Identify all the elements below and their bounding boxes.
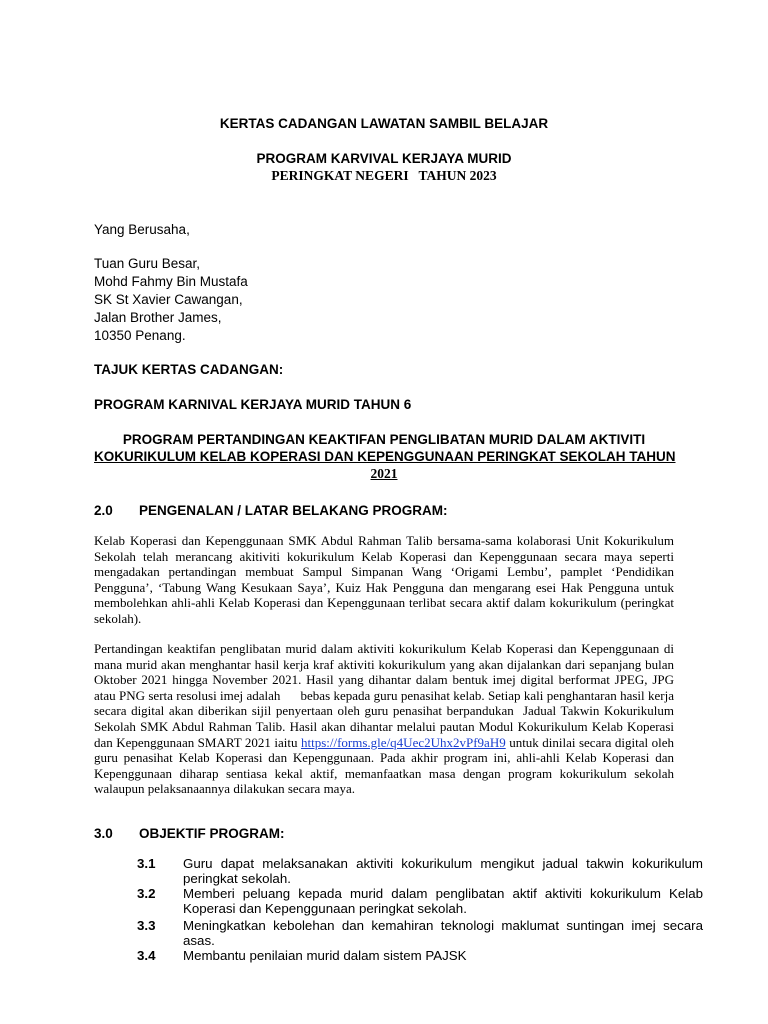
address-line: 10350 Penang. (94, 328, 186, 343)
objective-number: 3.2 (137, 886, 156, 901)
section-number: 3.0 (94, 826, 113, 841)
form-link[interactable]: https://forms.gle/q4Uec2Uhx2vPf9aH9 (300, 734, 506, 750)
subtitle-line: PROGRAM PERTANDINGAN KEAKTIFAN PENGLIBATAN MURID DALAM AKTIVITI (122, 432, 646, 447)
program-level: PERINGKAT NEGERI TAHUN 2023 (271, 168, 497, 183)
section-2-heading (94, 503, 448, 518)
objective-number: 3.4 (137, 948, 156, 963)
program-title: PROGRAM KARVIVAL KERJAYA MURID (256, 151, 512, 166)
objective-number: 3.3 (137, 918, 156, 933)
address-block (94, 255, 248, 345)
program-subtitle (94, 431, 674, 482)
tajuk-label: TAJUK KERTAS CADANGAN: (94, 362, 284, 377)
section-number: 2.0 (94, 503, 113, 518)
section-3-heading (94, 826, 285, 841)
document-title: KERTAS CADANGAN LAWATAN SAMBIL BELAJAR (219, 116, 549, 131)
address-line: SK St Xavier Cawangan, (94, 292, 243, 307)
salutation: Yang Berusaha, (94, 222, 190, 237)
section-title: PENGENALAN / LATAR BELAKANG PROGRAM: (139, 503, 448, 518)
section-2-paragraph-1: Kelab Koperasi dan Kepenggunaan SMK Abdul Rahman Talib bersama-sama kolaborasi Unit Kokurikulum Sekolah telah merancang akitiviti kokurikulum Kelab Koperasi dan Kepenggunaan secara maya seperti mengadakan pertandingan membuat Sampul Simpanan Wang ‘Origami Lembu’, pamplet ‘Pendidikan Pengguna’, ‘Tabung Wang Kesukaan Saya’, Kuiz Hak Pengguna dan mengarang esei Hak Pengguna untuk membolehkan ahli-ahli Kelab Koperasi dan Kepenggunaan terlibat secara aktif dalam kokurikulum (peringkat sekolah). (94, 533, 674, 626)
section-title: OBJEKTIF PROGRAM: (139, 826, 285, 841)
subtitle-line: KOKURIKULUM KELAB KOPERASI DAN KEPENGGUNAAN PERINGKAT SEKOLAH TAHUN (94, 449, 676, 464)
objective-text: Memberi peluang kepada murid dalam penglibatan aktif aktiviti kokurikulum Kelab Koperasi dan Kepenggunaan peringkat sekolah. (183, 886, 703, 916)
section-2-paragraph-2: Pertandingan keaktifan penglibatan murid dalam aktiviti kokurikulum Kelab Koperasi dan Kepenggunaan di mana murid akan menghantar hasil kerja kraf aktiviti kokurikulum yang akan dijalankan dari sepanjang bulan Oktober 2021 hingga November 2021. Hasil yang dihantar dalam bentuk imej digital berformat JPEG, JPG atau PNG serta resolusi imej adalah bebas kepada guru penasihat kelab. Setiap kali penghantaran hasil kerja secara digital akan diberikan sijil penyertaan oleh guru penasihat berpandukan Jadual Takwin Kokurikulum Sekolah SMK Abdul Rahman Talib. Hasil akan dihantar melalui pautan Modul Kokurikulum Kelab Koperasi dan Kepenggunaan SMART 2021 iaitu https://forms.gle/q4Uec2Uhx2vPf9aH9 untuk dinilai secara digital oleh guru penasihat Kelab Koperasi dan Kepenggunaan. Pada akhir program ini, ahli-ahli Kelab Koperasi dan Kepenggunaan diharap sentiasa kekal aktif, memanfaatkan masa dengan program kokurikulum sekolah walaupun pelaksanaannya dilakukan secara maya. (94, 641, 678, 797)
objective-text: Guru dapat melaksanakan aktiviti kokurikulum mengikut jadual takwin kokurikulum peringkat sekolah. (183, 856, 703, 886)
objective-number: 3.1 (137, 856, 156, 871)
address-line: Tuan Guru Besar, (94, 256, 201, 271)
tajuk-value: PROGRAM KARNIVAL KERJAYA MURID TAHUN 6 (94, 397, 412, 412)
objective-text: Membantu penilaian murid dalam sistem PAJSK (183, 948, 467, 963)
address-line: Jalan Brother James, (94, 310, 222, 325)
objective-text: Meningkatkan kebolehan dan kemahiran teknologi maklumat suntingan imej secara asas. (183, 918, 703, 948)
address-line: Mohd Fahmy Bin Mustafa (94, 274, 248, 289)
subtitle-line: 2021 (370, 466, 398, 481)
